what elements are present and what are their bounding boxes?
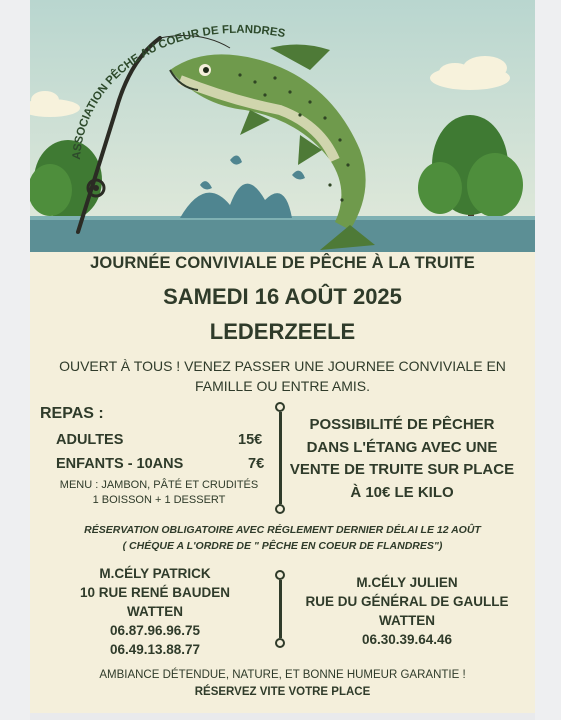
open-line-2: FAMILLE OU ENTRE AMIS. (194, 378, 371, 394)
fishing-line-2: DANS L'ÉTANG AVEC UNE (306, 438, 498, 456)
event-title: JOURNÉE CONVIVIALE DE PÊCHE À LA TRUITE (90, 254, 475, 272)
reservation-line-2: ( CHÉQUE A L'ORDRE DE " PÊCHE EN COEUR DE FLANDRES") (122, 540, 443, 552)
footer-line-1: AMBIANCE DÉTENDUE, NATURE, ET BONNE HUMEUR GARANTIE ! (99, 669, 466, 681)
poster-banner (30, 0, 535, 252)
kids-label: ENFANTS - 10ANS (56, 456, 184, 472)
adults-price: 15€ (238, 432, 263, 448)
contact-city: WATTEN (127, 604, 183, 619)
contact-phone: 06.49.13.88.77 (109, 642, 201, 657)
repas-heading: REPAS : (40, 405, 104, 422)
event-poster (30, 0, 535, 713)
association-name: ASSOCIATION PÊCHE AU COEUR DE FLANDRES (70, 23, 287, 161)
contact-address: 10 RUE RENÉ BAUDEN (79, 585, 231, 600)
contact-phone: 06.30.39.64.46 (361, 632, 453, 647)
contact-name: M.CÉLY PATRICK (99, 566, 211, 581)
fishing-option (282, 414, 522, 504)
contact-patrick (50, 564, 260, 659)
menu-line-2: 1 BOISSON + 1 DESSERT (92, 493, 226, 506)
contact-julien (296, 573, 518, 649)
contact-address: RUE DU GÉNÉRAL DE GAULLE (305, 594, 509, 609)
screen-frame-right (535, 0, 561, 720)
fishing-line-3: VENTE DE TRUITE SUR PLACE (289, 461, 515, 478)
screen-frame-left (0, 0, 30, 720)
open-line-1: OUVERT À TOUS ! VENEZ PASSER UNE JOURNEE CONVIVIALE EN (59, 358, 506, 374)
banner-illustration (30, 0, 535, 252)
adults-label: ADULTES (56, 432, 124, 448)
event-date: SAMEDI 16 AOÛT 2025 (163, 284, 402, 309)
contact-phone: 06.87.96.96.75 (109, 623, 201, 638)
kids-price: 7€ (248, 456, 265, 472)
menu-text (50, 478, 268, 507)
event-place: LEDERZEELE (209, 319, 356, 344)
footer-line-2: RÉSERVEZ VITE VOTRE PLACE (194, 686, 371, 698)
reservation-line-1: RÉSERVATION OBLIGATOIRE AVEC RÉGLEMENT DERNIER DÉLAI LE 12 AOÛT (84, 524, 481, 536)
pin-divider-icon (275, 570, 285, 648)
fishing-line-1: POSSIBILITÉ DE PÊCHER (309, 416, 495, 433)
contact-name: M.CÉLY JULIEN (356, 575, 458, 590)
fishing-line-4: À 10€ LE KILO (350, 483, 454, 501)
menu-line-1: MENU : JAMBON, PÂTÉ ET CRUDITÉS (59, 479, 259, 491)
contact-city: WATTEN (379, 613, 435, 628)
footer-text (30, 667, 535, 701)
open-to-all-text (30, 356, 535, 396)
